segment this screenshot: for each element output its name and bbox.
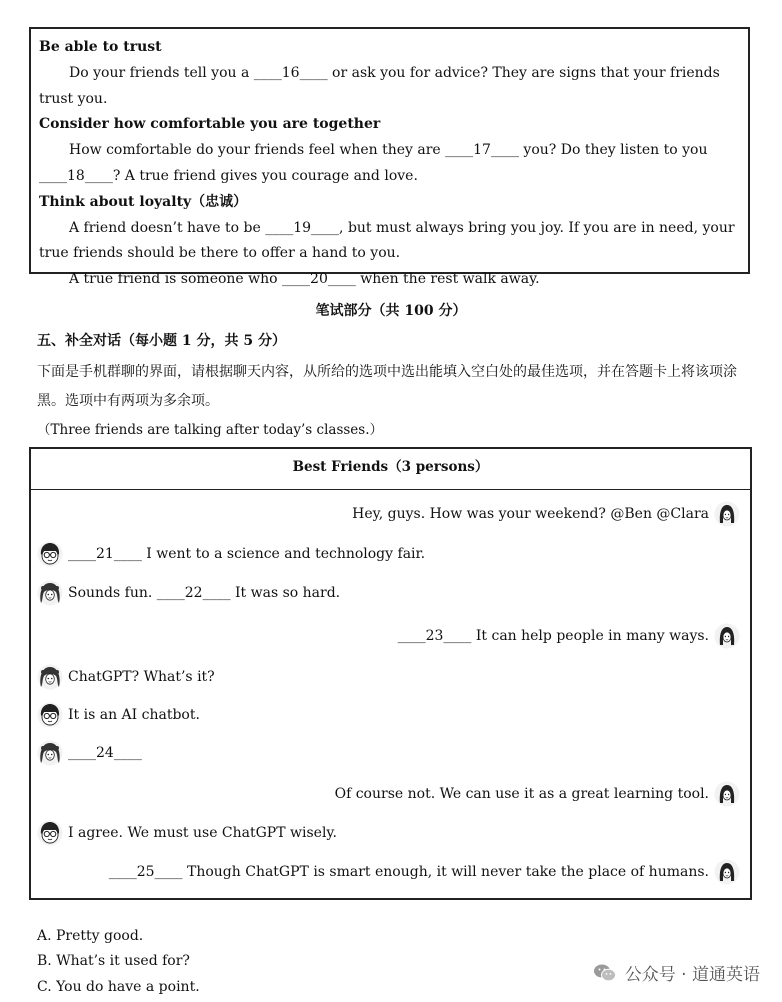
passage-heading-comfortable: Consider how comfortable you are together [39, 116, 381, 133]
girl-long-hair-icon [714, 501, 740, 527]
chat-message-6 [37, 702, 200, 728]
chat-message-2 [37, 541, 425, 567]
group-chat-window [29, 447, 752, 900]
part-title: 五、补全对话（每小题 1 分，共 5 分） [37, 333, 286, 349]
passage-paragraph-1: Do your friends tell you a ____16____ or ask you for advice? They are signs that your friends trust you. [39, 64, 720, 107]
chat-message-text: I agree. We must use ChatGPT wisely. [68, 825, 337, 841]
boy-glasses-icon [37, 541, 63, 567]
option-b: B. What’s it used for? [37, 953, 190, 969]
wechat-icon [593, 963, 617, 983]
chat-message-9 [37, 820, 337, 846]
chat-message-3 [37, 580, 340, 606]
passage-heading-loyalty: Think about loyalty（忠诚） [39, 193, 248, 210]
chat-message-text: ____25____ Though ChatGPT is smart enough, it will never take the place of humans. [108, 864, 709, 880]
watermark-text: 公众号 · 道通英语 [624, 965, 760, 985]
chat-message-text: Hey, guys. How was your weekend? @Ben @Clara [352, 506, 709, 522]
watermark [593, 960, 760, 985]
passage-paragraph-4: A true friend is someone who ____20____ when the rest walk away. [69, 271, 540, 288]
boy-glasses-icon [37, 702, 63, 728]
chat-title: Best Friends（3 persons） [31, 449, 750, 490]
chat-message-4 [398, 623, 740, 649]
passage-heading-trust: Be able to trust [39, 39, 162, 55]
chat-message-7 [37, 740, 142, 766]
boy-glasses-icon [37, 820, 63, 846]
girl-curly-hair-icon [37, 740, 63, 766]
girl-long-hair-icon [714, 781, 740, 807]
chat-message-10 [109, 859, 740, 885]
chat-message-text: Of course not. We can use it as a great learning tool. [334, 786, 709, 802]
chat-message-text: ChatGPT? What’s it? [68, 669, 215, 685]
reading-passage-box [29, 27, 750, 288]
option-a: A. Pretty good. [37, 928, 144, 944]
chat-message-1 [352, 501, 740, 527]
chat-message-text: Sounds fun. ____22____ It was so hard. [68, 585, 341, 601]
chat-message-text: It is an AI chatbot. [68, 707, 200, 723]
girl-long-hair-icon [714, 859, 740, 885]
passage-paragraph-3: A friend doesn’t have to be ____19____, but must always bring you joy. If you are in need, your true friends should be there to offer a hand to you. [39, 219, 735, 262]
girl-long-hair-icon [714, 623, 740, 649]
girl-curly-hair-icon [37, 664, 63, 690]
instructions: 下面是手机群聊的界面，请根据聊天内容，从所给的选项中选出能填入空白处的最佳选项，并在答题卡上将该项涂黑。选项中有两项为多余项。 [37, 364, 737, 409]
option-c: C. You do have a point. [37, 979, 200, 995]
chat-message-8 [335, 781, 740, 807]
girl-curly-hair-icon [37, 580, 63, 606]
chat-message-text: ____21____ I went to a science and technology fair. [68, 546, 426, 562]
chat-message-5 [37, 664, 215, 690]
chat-message-text: ____24____ [68, 745, 142, 761]
section-title: 笔试部分（共 100 分） [315, 303, 467, 319]
dialogue-context: （Three friends are talking after today’s classes.） [37, 422, 384, 438]
passage-paragraph-2: How comfortable do your friends feel when they are ____17____ you? Do they listen to you ____18____? A true friend gives you courage and love. [39, 142, 708, 184]
chat-message-text: ____23____ It can help people in many ways. [397, 628, 709, 644]
